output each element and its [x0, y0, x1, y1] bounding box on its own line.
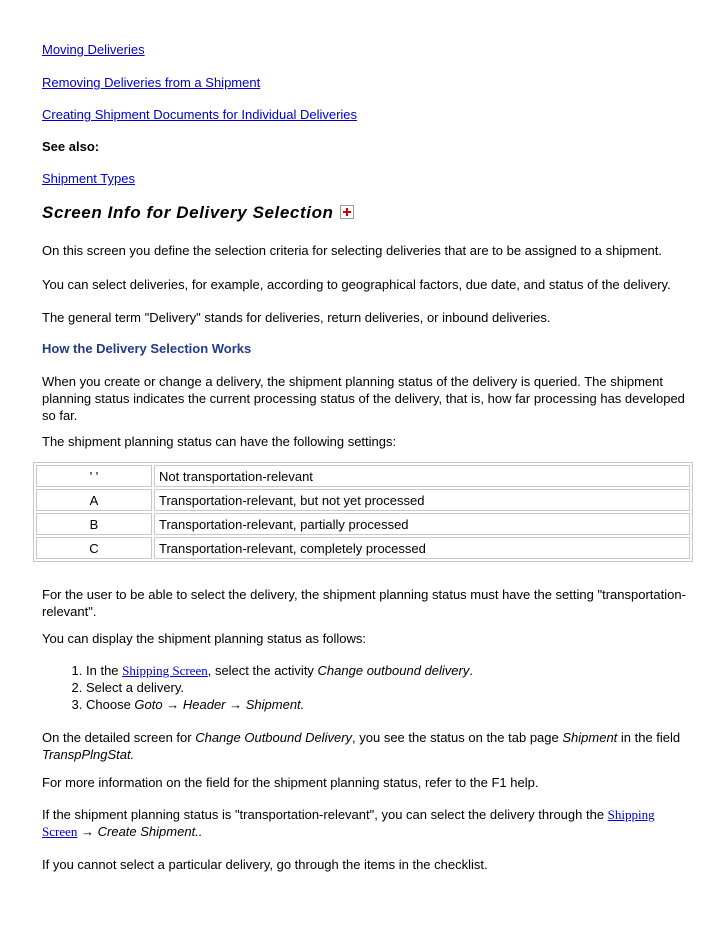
table-row [36, 513, 690, 535]
arrow-icon: → [166, 697, 180, 712]
paragraph-checklist: If you cannot select a particular delivery, go through the items in the checklist. [42, 857, 488, 872]
menu-path-header: Header [182, 697, 226, 712]
menu-path-goto: Goto [134, 697, 163, 712]
paragraph-select-criteria: You can select deliveries, for example, according to geographical factors, due date, and status of the delivery. [42, 277, 671, 292]
section-heading-text: Screen Info for Delivery Selection [42, 203, 334, 222]
status-code: ' ' [36, 465, 152, 487]
status-description: Not transportation-relevant [154, 465, 690, 487]
steps-list [42, 662, 706, 713]
status-table [33, 462, 693, 562]
see-also-link-wrap [42, 170, 135, 187]
paragraph-f1-help: For more information on the field for the shipment planning status, refer to the F1 help. [42, 775, 539, 790]
link-moving-deliveries[interactable]: Moving Deliveries [42, 42, 145, 57]
table-row [36, 537, 690, 559]
table-row [36, 489, 690, 511]
paragraph-display-status: You can display the shipment planning status as follows: [42, 631, 366, 646]
step-text: Select a delivery. [86, 680, 185, 695]
link-creating-shipment-docs[interactable]: Creating Shipment Documents for Individual Deliveries [42, 107, 358, 122]
status-code: C [36, 537, 152, 559]
subheading-how-selection-works: How the Delivery Selection Works [42, 341, 252, 356]
menu-path-shipment: Shipment. [245, 697, 305, 712]
status-description: Transportation-relevant, completely processed [154, 537, 690, 559]
expand-icon[interactable] [340, 205, 354, 219]
status-code: A [36, 489, 152, 511]
link-shipping-screen[interactable]: Shipping Screen [122, 663, 208, 678]
paragraph-settings-intro: The shipment planning status can have the following settings: [42, 434, 397, 449]
arrow-icon: → [229, 697, 243, 712]
paragraph-intro: On this screen you define the selection criteria for selecting deliveries that are to be assigned to a shipment. [42, 243, 663, 258]
status-description: Transportation-relevant, partially processed [154, 513, 690, 535]
list-item [86, 679, 706, 696]
link-creating-shipment-docs-wrap [42, 106, 357, 123]
step-text: Choose [86, 697, 135, 712]
step-activity: Change outbound delivery [317, 663, 470, 678]
status-code: B [36, 513, 152, 535]
list-item [86, 662, 706, 679]
link-moving-deliveries-wrap [42, 41, 145, 58]
link-removing-deliveries-wrap [42, 74, 260, 91]
link-shipment-types[interactable]: Shipment Types [42, 171, 135, 186]
status-description: Transportation-relevant, but not yet processed [154, 489, 690, 511]
list-item [86, 696, 706, 713]
paragraph-general-term: The general term "Delivery" stands for deliveries, return deliveries, or inbound deliveries. [42, 310, 551, 325]
section-heading [42, 202, 354, 224]
see-also-label: See also: [42, 139, 100, 154]
paragraph-select-through-screen: If the shipment planning status is "transportation-relevant", you can select the delivery through the Shipping Screen → Create Shipment.. [42, 807, 655, 839]
link-shipping-screen-2[interactable]: Shipping Screen [42, 807, 655, 839]
paragraph-detailed-screen: On the detailed screen for Change Outbound Delivery, you see the status on the tab page Shipment in the field TranspPlngStat. [42, 730, 681, 762]
paragraph-transport-relevant: For the user to be able to select the delivery, the shipment planning status must have the setting "transportation-relevant". [42, 587, 686, 619]
table-row [36, 465, 690, 487]
paragraph-planning-status: When you create or change a delivery, the shipment planning status of the delivery is queried. The shipment planning status indicates the current processing status of the delivery, that is, how far processing has developed so far. [42, 374, 685, 423]
step-text: In the [86, 663, 123, 678]
link-removing-deliveries[interactable]: Removing Deliveries from a Shipment [42, 75, 261, 90]
step-text: . [469, 663, 473, 678]
step-text: , select the activity [207, 663, 318, 678]
arrow-icon: → [81, 824, 94, 839]
